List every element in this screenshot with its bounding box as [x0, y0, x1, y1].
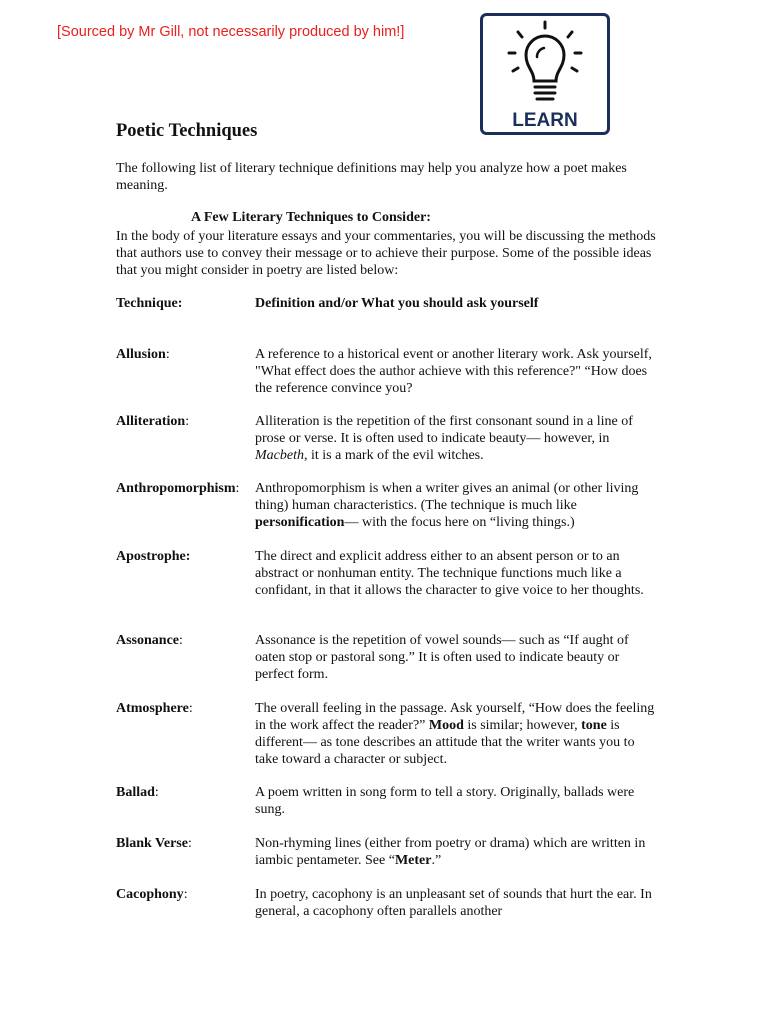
- technique-definition-assonance: [255, 632, 660, 683]
- definition-text: Non-rhyming lines (either from poetry or drama) which are written in iambic pentameter. See “: [255, 836, 646, 868]
- technique-definition-cacophony: [255, 886, 660, 920]
- logo-label: LEARN: [512, 110, 578, 131]
- definition-text: is different— as tone describes an attitude that the writer wants you to take toward a character or subject.: [255, 718, 635, 767]
- technique-term-ballad: Ballad:: [116, 785, 159, 800]
- definition-text: In poetry, cacophony is an unpleasant set of sounds that hurt the ear. In general, a cacophony often parallels another: [255, 887, 652, 919]
- technique-term-label: Cacophony: [116, 887, 184, 902]
- section-intro-paragraph: In the body of your literature essays and your commentaries, you will be discussing the methods that authors use to convey their message or to achieve their purpose. Some of the possible ideas that you might consider in poetry are listed below:: [116, 229, 656, 278]
- definition-text: Macbeth: [255, 448, 304, 463]
- definition-text: Anthropomorphism is when a writer gives an animal (or other living thing) human characteristics. (The technique is much like: [255, 481, 639, 513]
- technique-term-label: Apostrophe:: [116, 549, 191, 564]
- definition-text: The direct and explicit address either to an absent person or to an abstract or nonhuman entity. The technique functions much like a confidant, in that it allows the character to give voice to her thoughts.: [255, 549, 644, 598]
- definition-text: A reference to a historical event or another literary work. Ask yourself, "What effect does the author achieve with this reference?" “How does the reference convince you?: [255, 347, 652, 396]
- definition-text: is similar; however,: [463, 718, 582, 733]
- learn-logo: [480, 13, 610, 135]
- technique-term-blank-verse: Blank Verse:: [116, 836, 192, 851]
- technique-definition-allusion: [255, 346, 660, 397]
- technique-term-atmosphere: Atmosphere:: [116, 701, 193, 716]
- technique-term-alliteration: Alliteration:: [116, 414, 190, 429]
- intro-paragraph: The following list of literary technique definitions may help you analyze how a poet makes meaning.: [116, 161, 627, 193]
- section-heading: A Few Literary Techniques to Consider:: [191, 210, 431, 225]
- technique-term-label: Anthropomorphism: [116, 481, 236, 496]
- definition-text: The overall feeling in the passage. Ask yourself, “How does the feeling in the work affect the reader?”: [255, 701, 655, 733]
- technique-term-anthropomorphism: Anthropomorphism:: [116, 481, 240, 496]
- definition-text: .”: [431, 853, 442, 868]
- technique-definition-alliteration: [255, 413, 660, 464]
- definition-text: tone: [581, 718, 607, 733]
- technique-term-assonance: Assonance:: [116, 633, 183, 648]
- definition-text: personification: [255, 515, 345, 530]
- technique-term-label: Atmosphere: [116, 701, 189, 716]
- definition-text: Assonance is the repetition of vowel sounds— such as “If aught of oaten stop or pastoral song.” It is often used to indicate beauty or perfect form.: [255, 633, 629, 682]
- definition-text: , it is a mark of the evil witches.: [303, 448, 484, 463]
- technique-term-cacophony: Cacophony:: [116, 887, 188, 902]
- technique-term-label: Alliteration: [116, 414, 186, 429]
- page-title: Poetic Techniques: [116, 121, 258, 141]
- technique-term-label: Allusion: [116, 347, 166, 362]
- source-note: [Sourced by Mr Gill, not necessarily produced by him!]: [57, 24, 405, 40]
- technique-term-label: Blank Verse: [116, 836, 188, 851]
- definition-text: Meter: [394, 853, 432, 868]
- technique-definition-anthropomorphism: [255, 480, 660, 531]
- technique-term-label: Assonance: [116, 633, 180, 648]
- technique-definition-ballad: [255, 784, 660, 818]
- technique-definition-blank-verse: [255, 835, 660, 869]
- technique-term-allusion: Allusion:: [116, 347, 170, 362]
- definition-text: A poem written in song form to tell a story. Originally, ballads were sung.: [255, 785, 635, 817]
- technique-definition-atmosphere: [255, 700, 660, 768]
- technique-definition-apostrophe: [255, 548, 660, 599]
- definition-text: Mood: [428, 718, 464, 733]
- definition-text: — with the focus here on “living things.): [344, 515, 575, 530]
- column-header-definition: Definition and/or What you should ask yourself: [255, 296, 539, 311]
- technique-term-label: Ballad: [116, 785, 155, 800]
- definition-text: Alliteration is the repetition of the first consonant sound in a line of prose or verse. It is often used to indicate beauty— however, in: [255, 414, 633, 446]
- column-header-technique: Technique:: [116, 296, 183, 311]
- technique-term-apostrophe: [116, 548, 190, 565]
